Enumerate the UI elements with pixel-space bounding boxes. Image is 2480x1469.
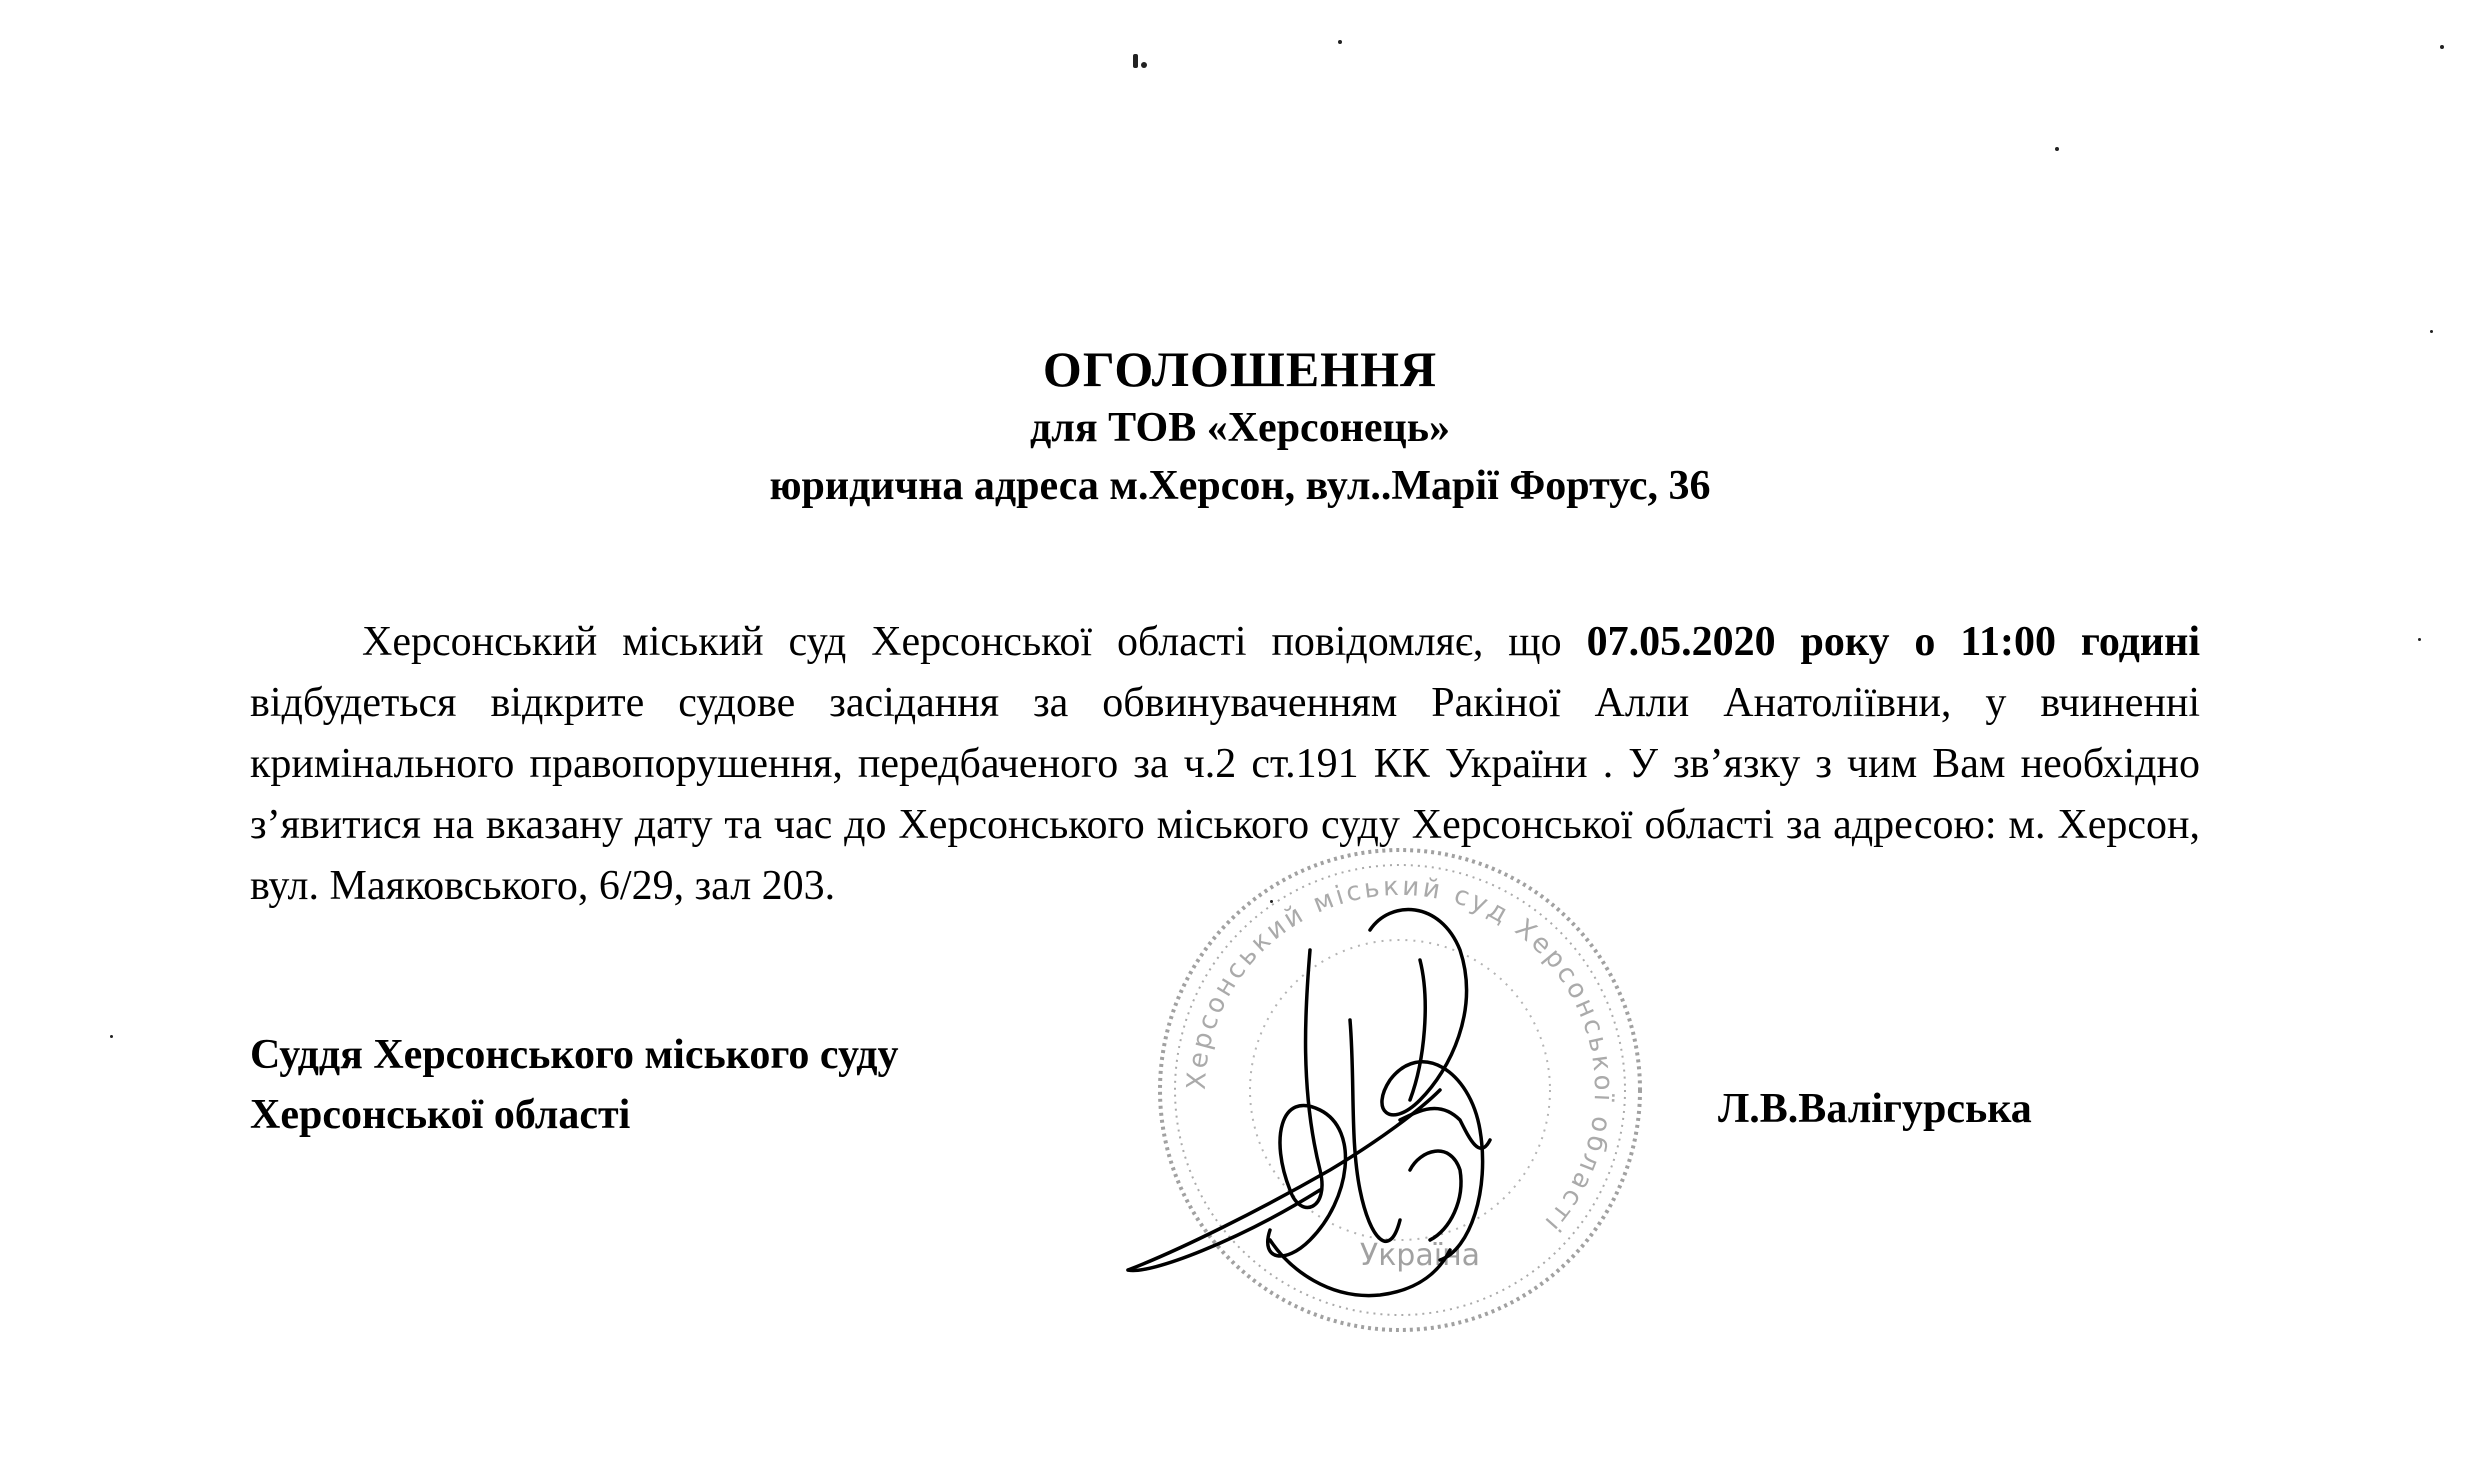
- notice-text-part2: відбудеться відкрите судове засідання за обвинуваченням Ракіної Алли Анатоліївни, у вчиненні кримінального правопорушення, передбаченого за ч.2 ст.191 КК України . У зв’язку з чим Вам необхідно з’явитися на вказану дату та час до Херсонського міського суду Херсонської області за адресою: м. Херсон, вул. Маяковського, 6/29, зал 203.: [250, 680, 2200, 909]
- scan-speck: [2440, 45, 2444, 49]
- judge-name: Л.В.Валігурська: [1718, 1086, 2032, 1132]
- scan-speck: [1338, 40, 1342, 44]
- judge-position: [250, 1025, 899, 1145]
- court-seal-with-signature: [1120, 840, 1680, 1340]
- hearing-datetime: 07.05.2020 року о 11:00 годині: [1586, 619, 2200, 665]
- scan-speck: [2430, 330, 2433, 333]
- scan-speck: [110, 1035, 113, 1038]
- judge-position-line2: Херсонської області: [250, 1092, 631, 1138]
- legal-address-line: юридична адреса м.Херсон, вул..Марії Фортус, 36: [769, 463, 1711, 509]
- judge-position-line1: Суддя Херсонського міського суду: [250, 1032, 899, 1078]
- seal-icon: [1160, 850, 1640, 1330]
- handwritten-signature: [1128, 910, 1490, 1296]
- notice-text-part1: Херсонський міський суд Херсонської області повідомляє, що: [362, 619, 1587, 665]
- scan-speck: [2055, 147, 2059, 151]
- scan-speck: [1270, 900, 1273, 903]
- scan-speck: [1141, 62, 1147, 68]
- scan-speck: [1133, 54, 1138, 68]
- addressee-line: для ТОВ «Херсонець»: [1030, 405, 1450, 451]
- scan-speck: [2418, 638, 2421, 641]
- svg-text:Україна: Україна: [1359, 1238, 1481, 1273]
- document-title: ОГОЛОШЕННЯ: [1042, 341, 1438, 397]
- svg-text:Херсонський міський суд Херсон: Херсонський міський суд Херсонської області: [1181, 871, 1619, 1240]
